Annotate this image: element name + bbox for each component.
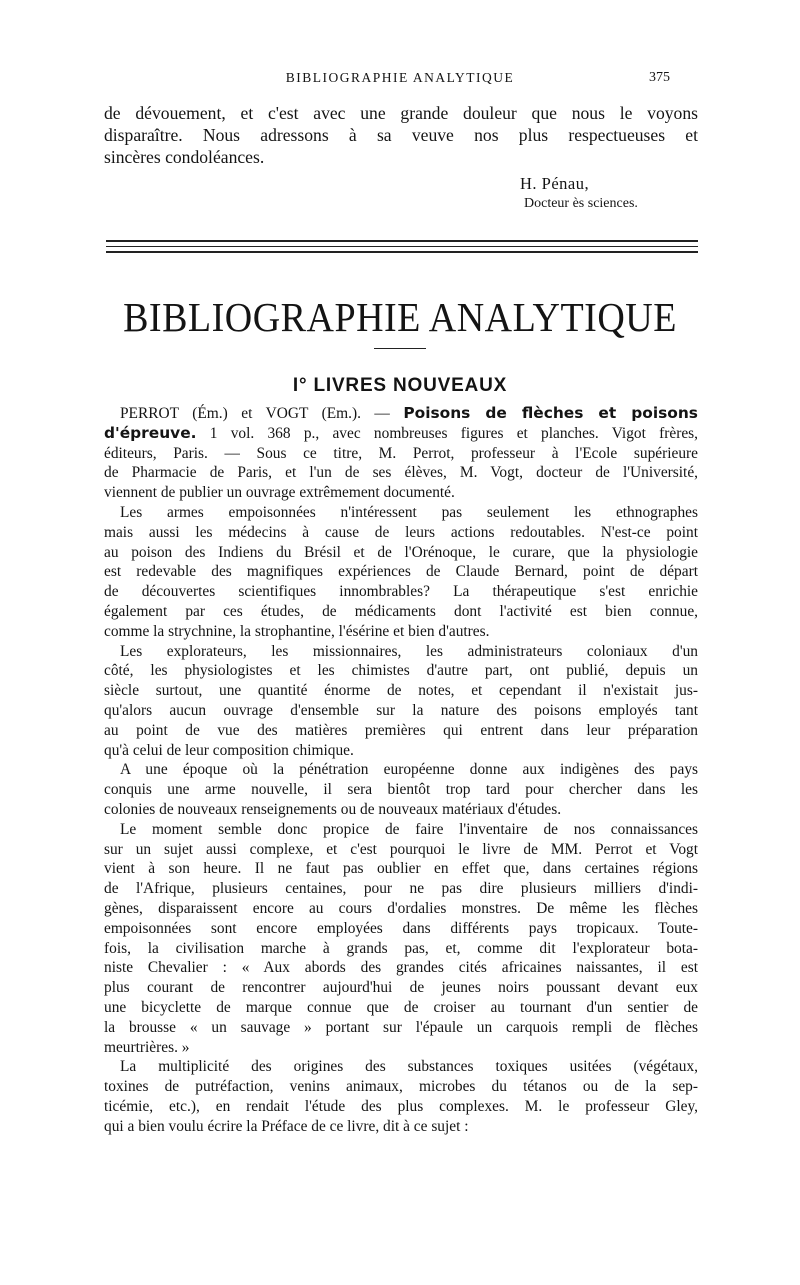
text-line: Le moment semble donc propice de faire l'inventaire de nos connaissances: [120, 820, 698, 838]
signature: H. Pénau,: [520, 174, 590, 193]
text-line: fois, la civilisation marche à grands pas, et, comme dit l'explorateur bota-: [104, 939, 698, 957]
text-line: conquis une arme nouvelle, il sera bientôt trop tard pour chercher dans les: [104, 781, 698, 799]
running-header: [0, 70, 800, 90]
text-line: de découvertes scientifiques innombrables? La thérapeutique s'est enrichie: [104, 583, 698, 601]
section-divider: [106, 251, 698, 253]
section-divider: [106, 240, 698, 242]
text-line: qu'alors aucun ouvrage d'ensemble sur la nature des poisons employés tant: [104, 701, 698, 719]
review-body: [104, 404, 698, 1136]
section-title: I° LIVRES NOUVEAUX: [292, 375, 508, 396]
text-line: ticémie, etc.), en rendait l'étude des plus complexes. M. le professeur Gley,: [104, 1097, 698, 1115]
text-line: sur un sujet aussi complexe, et c'est pourquoi le livre de MM. Perrot et Vogt: [104, 840, 698, 858]
text-line: sincères condoléances.: [104, 147, 265, 167]
text-line: meurtrières. »: [104, 1038, 190, 1056]
text-line: une bicyclette de marque connue que de croiser au tournant d'un sentier de: [104, 998, 698, 1016]
review-reference-line: [104, 424, 698, 444]
book-title: d'épreuve.: [104, 423, 197, 442]
text-line: qui a bien voulu écrire la Préface de ce livre, dit à ce sujet :: [104, 1117, 469, 1135]
text-line: mais aussi les médecins à cause de leurs actions redoutables. N'est-ce point: [104, 523, 698, 541]
main-title: BIBLIOGRAPHIE ANALYTIQUE: [123, 295, 677, 341]
text-line: comme la strychnine, la strophantine, l'ésérine et bien d'autres.: [104, 622, 490, 640]
page-number: 375: [649, 70, 670, 85]
text-line: siècle surtout, une quantité énorme de notes, et cependant il n'existait jus-: [104, 682, 698, 700]
section-divider: [106, 246, 698, 247]
text-line: Les explorateurs, les missionnaires, les administrateurs coloniaux d'un: [120, 642, 698, 660]
title-underline: [374, 348, 426, 349]
text-line: la brousse « un sauvage » portant sur l'épaule un carquois rempli de flèches: [104, 1018, 698, 1036]
obituary-paragraph: [104, 102, 698, 168]
text-line: disparaître. Nous adressons à sa veuve nos plus respectueuses et: [104, 125, 698, 145]
text-line: de Pharmacie de Paris, et l'un de ses élèves, M. Vogt, docteur de l'Université,: [104, 464, 698, 482]
text-line: gènes, disparaissent encore au cours d'ordalies monstres. De même les flèches: [104, 899, 698, 917]
text-line: côté, les physiologistes et les chimistes d'autre part, ont publié, depuis un: [104, 662, 698, 680]
text-line: toxines de putréfaction, venins animaux, microbes du tétanos ou de la sep-: [104, 1078, 698, 1096]
text-line: viennent de publier un ouvrage extrêmement documenté.: [104, 484, 455, 502]
text-line: également par ces études, de médicaments dont l'activité est bien connue,: [104, 602, 698, 620]
text-line: empoisonnées sont encore employées dans différents pays tropicaux. Toute-: [104, 919, 698, 937]
text-line: vient à son heure. Il ne faut pas oublier en effet que, dans certaines régions: [104, 860, 698, 878]
text-line: qu'à celui de leur composition chimique.: [104, 741, 354, 759]
text-line: Les armes empoisonnées n'intéressent pas seulement les ethnographes: [120, 503, 698, 521]
review-authors: PERROT (Ém.) et VOGT (Em.). —: [120, 405, 390, 422]
text-line: est redevable des magnifiques expériences de Claude Bernard, point de départ: [104, 563, 698, 581]
book-details: 1 vol. 368 p., avec nombreuses figures et planches. Vigot frères,: [209, 424, 698, 442]
text-line: plus courant de rencontrer aujourd'hui de jeunes noirs poussant devant eux: [104, 979, 698, 997]
text-line: colonies de nouveaux renseignements ou de nouveaux matériaux d'études.: [104, 800, 562, 818]
running-title: BIBLIOGRAPHIE ANALYTIQUE: [285, 70, 515, 85]
text-line: éditeurs, Paris. — Sous ce titre, M. Perrot, professeur à l'Ecole supérieure: [104, 444, 698, 462]
text-line: de l'Afrique, plusieurs centaines, pour ne pas dire plusieurs milliers d'indi-: [104, 880, 698, 898]
book-title: Poisons de flèches et poisons: [403, 404, 698, 422]
text-line: niste Chevalier : « Aux abords des grandes cités africaines naissantes, il est: [104, 959, 698, 977]
text-line: La multiplicité des origines des substances toxiques usitées (végétaux,: [120, 1058, 698, 1076]
text-line: au poison des Indiens du Brésil et de l'Orénoque, le curare, que la physiologie: [104, 543, 698, 561]
text-line: de dévouement, et c'est avec une grande douleur que nous le voyons: [104, 103, 698, 123]
review-reference-line: [104, 404, 698, 424]
text-line: A une époque où la pénétration européenne donne aux indigènes des pays: [120, 761, 698, 779]
text-line: au point de vue des matières premières qui entrent dans leur préparation: [104, 721, 698, 739]
signature-affiliation: Docteur ès sciences.: [524, 196, 638, 211]
